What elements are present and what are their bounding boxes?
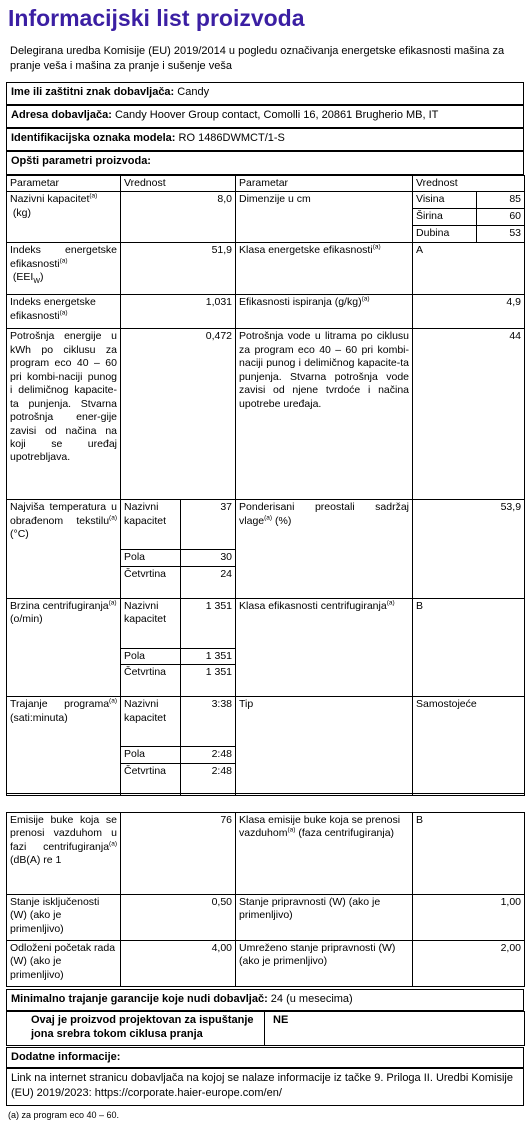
dur-full-label: Nazivni kapacitet xyxy=(121,697,181,747)
type-label: Tip xyxy=(236,697,413,795)
water-consumption-value: 44 xyxy=(413,329,525,500)
model-value: RO 1486DWMCT/1-S xyxy=(178,132,285,144)
silver-ions-label: Ovaj je proizvod projektovan za ispuštanje jona srebra tokom ciklusa pranja xyxy=(7,1012,265,1046)
supplier-name-row xyxy=(6,82,524,105)
rinse-value: 4,9 xyxy=(413,295,525,329)
spin-full-value: 1 351 xyxy=(181,598,236,648)
general-params-label: Opšti parametri proizvoda: xyxy=(11,155,151,167)
additional-info-text-row xyxy=(6,1068,524,1106)
spin-half-label: Pola xyxy=(121,648,181,664)
additional-info-text: Link na internet stranicu dobavljača na kojoj se nalaze informacije iz tačke 9. Priloga II. Uredbi Komisije (EU) 2019/2023: xyxy=(11,1072,513,1100)
noise-class-label-cell: Klasa emisije buke koja se prenosi vazduhom$^{(a)}$ (faza centrifugiranja) xyxy=(236,813,413,895)
supplier-website-link[interactable]: https://corporate.haier-europe.com/en/ xyxy=(94,1087,282,1100)
table-header-row xyxy=(7,176,525,192)
temp-full-label: Nazivni kapacitet xyxy=(121,500,181,550)
dimensions-label: Dimenzije u cm xyxy=(236,192,413,243)
rinse-label-cell: Efikasnosti ispiranja $(g/kg)^{(a)}$ xyxy=(236,295,413,329)
guarantee-row xyxy=(6,989,524,1011)
washing-index-label-cell: Indeks energetske efikasnosti$^{(a)}$ xyxy=(7,295,121,329)
supplier-address-label: Adresa dobavljača: xyxy=(11,109,112,121)
spin-class-value: B xyxy=(413,598,525,696)
table-row xyxy=(7,295,525,329)
header-parameter-2: Parametar xyxy=(236,176,413,192)
supplier-address-row xyxy=(6,105,524,128)
parameters-table-continued xyxy=(6,812,525,987)
footnote: (a) za program eco 40 – 60. xyxy=(8,1110,120,1120)
width-value: 60 xyxy=(477,209,525,226)
table-row xyxy=(7,243,525,295)
delay-start-label: Odloženi početak rada (W) (ako je primenljivo) xyxy=(7,941,121,987)
eei-value: 51,9 xyxy=(121,243,236,295)
guarantee-label: Minimalno trajanje garancije koje nudi dobavljač: xyxy=(11,993,268,1005)
washing-index-value: 1,031 xyxy=(121,295,236,329)
energy-consumption-label: Potrošnja energije u kWh po ciklusu za program eco 40 – 60 pri kombi-naciji punog i delimičnog kapacite-ta punjenja. Stvarna potrošnja ener-gije zavisi od načina na koji se uređaj upotrebljava. xyxy=(7,329,121,500)
table-row xyxy=(7,813,525,895)
height-value: 85 xyxy=(477,192,525,209)
page-title: Informacijski list proizvoda xyxy=(8,5,305,31)
eei-label-cell: Indeks energetske efikasnosti$^{(a)}$ $(EEI_W)$ xyxy=(7,243,121,295)
dur-half-value: 2:48 xyxy=(181,747,236,763)
spin-quarter-value: 1 351 xyxy=(181,665,236,697)
model-row xyxy=(6,128,524,151)
energy-consumption-value: 0,472 xyxy=(121,329,236,500)
capacity-value: 8,0 xyxy=(121,192,236,243)
moisture-value: 53,9 xyxy=(413,500,525,598)
table-row xyxy=(7,598,525,648)
supplier-name-label: Ime ili zaštitni znak dobavljača: xyxy=(11,86,175,98)
dur-full-value: 3:38 xyxy=(181,697,236,747)
energy-class-value: A xyxy=(413,243,525,295)
general-params-row xyxy=(6,151,524,175)
parameters-table xyxy=(6,175,525,796)
table-row xyxy=(7,500,525,550)
dur-half-label: Pola xyxy=(121,747,181,763)
depth-value: 53 xyxy=(477,226,525,243)
additional-info-label: Dodatne informacije: xyxy=(11,1051,121,1063)
table-row xyxy=(7,697,525,747)
energy-class-label-cell: Klasa energetske efikasnosti$^{(a)}$ xyxy=(236,243,413,295)
table-row xyxy=(7,895,525,941)
spin-quarter-label: Četvrtina xyxy=(121,665,181,697)
silver-ions-table xyxy=(6,1011,525,1046)
temperature-label-cell: Najviša temperatura u obrađenom tekstilu$^{(a)}$ (°C) xyxy=(7,500,121,598)
standby-value: 1,00 xyxy=(413,895,525,941)
moisture-label-cell: Ponderisani preostali sadržaj vlage$^{(a)}$ (%) xyxy=(236,500,413,598)
noise-value: 76 xyxy=(121,813,236,895)
guarantee-value: 24 (u mesecima) xyxy=(270,993,353,1005)
temp-full-value: 37 xyxy=(181,500,236,550)
depth-label: Dubina xyxy=(413,226,477,243)
table-row xyxy=(7,329,525,500)
additional-info-row xyxy=(6,1047,524,1068)
off-mode-value: 0,50 xyxy=(121,895,236,941)
capacity-label-cell: Nazivni kapacitet$^{(a)}$ (kg) xyxy=(7,192,121,243)
spin-class-label-cell: Klasa efikasnosti centrifugiranja$^{(a)}$ xyxy=(236,598,413,696)
temp-quarter-label: Četvrtina xyxy=(121,566,181,598)
off-mode-label: Stanje isključenosti (W) (ako je primenljivo) xyxy=(7,895,121,941)
type-value: Samostojeće xyxy=(413,697,525,795)
silver-ions-value: NE xyxy=(265,1012,525,1046)
spin-label-cell: Brzina centrifugiranja$^{(a)}$ (o/min) xyxy=(7,598,121,696)
table-row xyxy=(7,941,525,987)
table-row xyxy=(7,192,525,209)
temp-quarter-value: 24 xyxy=(181,566,236,598)
temp-half-value: 30 xyxy=(181,550,236,566)
water-consumption-label: Potrošnja vode u litrama po ciklusu za program eco 40 – 60 pri kombi-naciji punog i delimičnog kapacite-ta punjenja. Stvarna potrošnja vode zavisi od njene tvrdoće i načina upotrebe uređaja. xyxy=(236,329,413,500)
supplier-address-value: Candy Hoover Group contact, Comolli 16, 20861 Brugherio MB, IT xyxy=(114,109,439,121)
standby-label: Stanje pripravnosti (W) (ako je primenljivo) xyxy=(236,895,413,941)
dur-quarter-label: Četvrtina xyxy=(121,763,181,795)
width-label: Širina xyxy=(413,209,477,226)
duration-label-cell: Trajanje programa$^{(a)}$ (sati:minuta) xyxy=(7,697,121,795)
noise-class-value: B xyxy=(413,813,525,895)
model-label: Identifikacijska oznaka modela: xyxy=(11,132,176,144)
header-value: Vrednost xyxy=(121,176,236,192)
dur-quarter-value: 2:48 xyxy=(181,763,236,795)
regulation-subtitle: Delegirana uredba Komisije (EU) 2019/2014 u pogledu označivanja energetske efikasnosti mašina za pranje veša i mašina za pranje i sušenje veša xyxy=(10,45,505,73)
delay-start-value: 4,00 xyxy=(121,941,236,987)
network-standby-value: 2,00 xyxy=(413,941,525,987)
network-standby-label: Umreženo stanje pripravnosti (W) (ako je primenljivo) xyxy=(236,941,413,987)
noise-label-cell: Emisije buke koja se prenosi vazduhom u fazi centrifugiranja$^{(a)}$ (dB(A) re 1 xyxy=(7,813,121,895)
header-parameter: Parametar xyxy=(7,176,121,192)
header-value-2: Vrednost xyxy=(413,176,525,192)
spin-full-label: Nazivni kapacitet xyxy=(121,598,181,648)
spin-half-value: 1 351 xyxy=(181,648,236,664)
height-label: Visina xyxy=(413,192,477,209)
page-break-divider xyxy=(6,793,524,804)
capacity-label: Nazivni kapacitet xyxy=(10,193,90,206)
supplier-name-value: Candy xyxy=(177,86,210,98)
temp-half-label: Pola xyxy=(121,550,181,566)
